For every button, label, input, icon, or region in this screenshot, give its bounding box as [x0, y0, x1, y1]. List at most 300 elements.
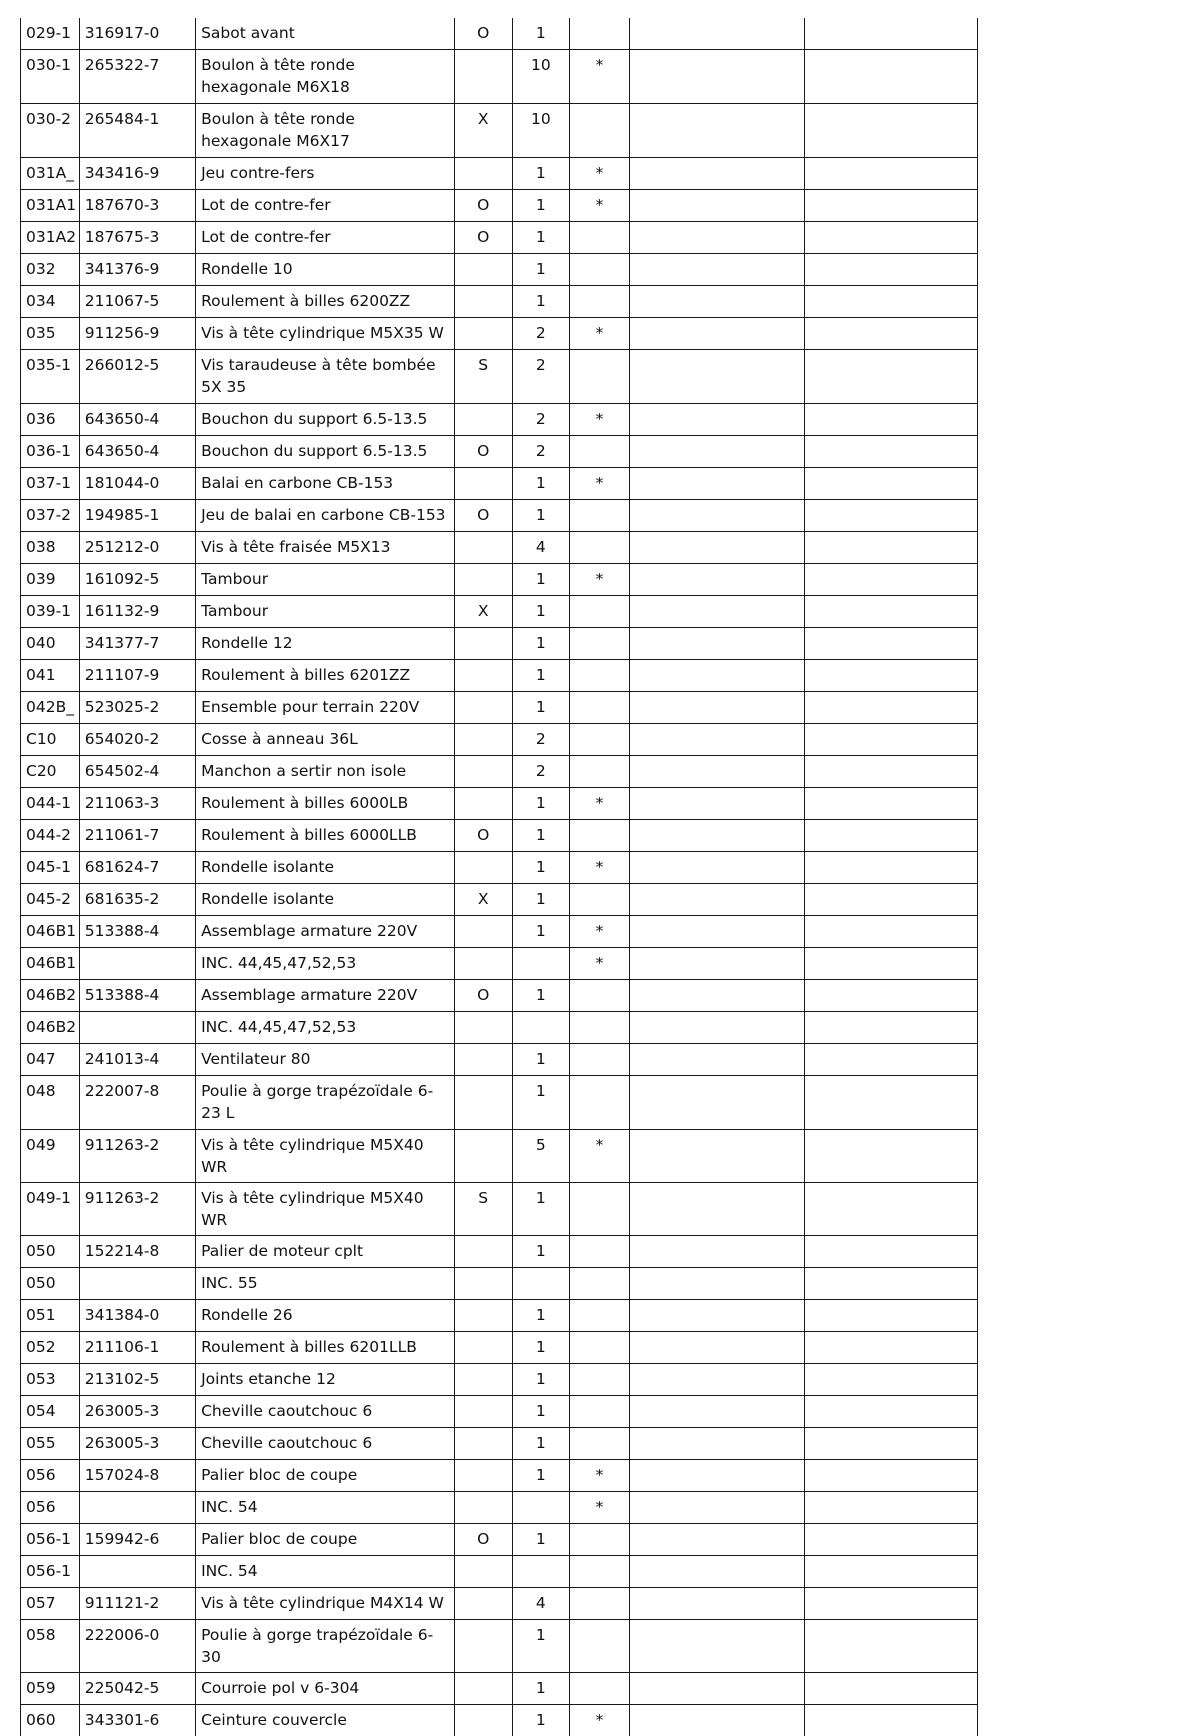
ref-cell: 034 [21, 286, 80, 318]
mark-cell: * [570, 190, 630, 222]
blank-cell [805, 724, 978, 756]
description-cell: Roulement à billes 6201ZZ [196, 660, 455, 692]
blank-cell [805, 1300, 978, 1332]
ref-cell: 058 [21, 1620, 80, 1673]
blank-cell [805, 916, 978, 948]
ref-cell: 045-2 [21, 884, 80, 916]
mark-cell: * [570, 852, 630, 884]
blank-cell [805, 1268, 978, 1300]
note-cell [454, 948, 512, 980]
mark-cell [570, 254, 630, 286]
table-row [21, 1012, 978, 1044]
blank-cell [629, 980, 804, 1012]
mark-cell [570, 286, 630, 318]
ref-cell: 031A2 [21, 222, 80, 254]
quantity-cell: 4 [512, 1588, 570, 1620]
quantity-cell: 1 [512, 788, 570, 820]
blank-cell [805, 404, 978, 436]
ref-cell: 035 [21, 318, 80, 350]
blank-cell [629, 1588, 804, 1620]
description-cell: Assemblage armature 220V [196, 916, 455, 948]
table-row [21, 916, 978, 948]
table-row [21, 1428, 978, 1460]
note-cell [454, 318, 512, 350]
quantity-cell: 1 [512, 916, 570, 948]
ref-cell: 054 [21, 1396, 80, 1428]
quantity-cell: 1 [512, 286, 570, 318]
blank-cell [805, 468, 978, 500]
ref-cell: 056-1 [21, 1524, 80, 1556]
table-row [21, 564, 978, 596]
note-cell: O [454, 980, 512, 1012]
mark-cell [570, 500, 630, 532]
note-cell [454, 852, 512, 884]
mark-cell: * [570, 1130, 630, 1183]
blank-cell [805, 1183, 978, 1236]
note-cell [454, 1268, 512, 1300]
note-cell [454, 1588, 512, 1620]
blank-cell [629, 50, 804, 104]
note-cell: X [454, 884, 512, 916]
blank-cell [629, 1492, 804, 1524]
blank-cell [805, 628, 978, 660]
blank-cell [629, 948, 804, 980]
mark-cell [570, 1673, 630, 1705]
ref-cell: 057 [21, 1588, 80, 1620]
mark-cell [570, 1524, 630, 1556]
part-number-cell [79, 1268, 195, 1300]
note-cell [454, 660, 512, 692]
table-row [21, 50, 978, 104]
quantity-cell: 5 [512, 1130, 570, 1183]
quantity-cell: 1 [512, 222, 570, 254]
quantity-cell: 1 [512, 564, 570, 596]
mark-cell [570, 628, 630, 660]
description-cell: Vis taraudeuse à tête bombée 5X 35 [196, 350, 455, 404]
table-row [21, 350, 978, 404]
blank-cell [805, 318, 978, 350]
blank-cell [629, 1130, 804, 1183]
blank-cell [629, 1332, 804, 1364]
quantity-cell: 1 [512, 1044, 570, 1076]
quantity-cell: 1 [512, 254, 570, 286]
part-number-cell: 225042-5 [79, 1673, 195, 1705]
description-cell: Tambour [196, 564, 455, 596]
ref-cell: 056 [21, 1492, 80, 1524]
quantity-cell: 2 [512, 318, 570, 350]
part-number-cell: 211107-9 [79, 660, 195, 692]
mark-cell [570, 884, 630, 916]
ref-cell: 031A1 [21, 190, 80, 222]
blank-cell [805, 1396, 978, 1428]
mark-cell [570, 692, 630, 724]
parts-table [20, 18, 978, 1736]
blank-cell [805, 1130, 978, 1183]
part-number-cell: 681635-2 [79, 884, 195, 916]
part-number-cell: 211061-7 [79, 820, 195, 852]
note-cell [454, 1044, 512, 1076]
description-cell: Roulement à billes 6000LLB [196, 820, 455, 852]
table-row [21, 286, 978, 318]
table-row [21, 1524, 978, 1556]
ref-cell: 032 [21, 254, 80, 286]
table-row [21, 254, 978, 286]
blank-cell [629, 1396, 804, 1428]
quantity-cell: 1 [512, 1364, 570, 1396]
table-row [21, 756, 978, 788]
blank-cell [805, 50, 978, 104]
quantity-cell: 1 [512, 468, 570, 500]
blank-cell [805, 1076, 978, 1130]
description-cell: INC. 54 [196, 1556, 455, 1588]
part-number-cell: 643650-4 [79, 404, 195, 436]
quantity-cell [512, 1556, 570, 1588]
blank-cell [629, 660, 804, 692]
table-row [21, 660, 978, 692]
note-cell [454, 286, 512, 318]
table-row [21, 104, 978, 158]
quantity-cell [512, 1268, 570, 1300]
table-row [21, 436, 978, 468]
quantity-cell: 1 [512, 980, 570, 1012]
mark-cell [570, 980, 630, 1012]
description-cell: Rondelle 26 [196, 1300, 455, 1332]
table-row [21, 1183, 978, 1236]
quantity-cell: 1 [512, 596, 570, 628]
note-cell [454, 50, 512, 104]
ref-cell: 029-1 [21, 18, 80, 50]
part-number-cell: 911256-9 [79, 318, 195, 350]
description-cell: Cosse à anneau 36L [196, 724, 455, 756]
note-cell [454, 1300, 512, 1332]
table-row [21, 500, 978, 532]
blank-cell [629, 222, 804, 254]
blank-cell [805, 1492, 978, 1524]
note-cell [454, 1076, 512, 1130]
blank-cell [805, 18, 978, 50]
ref-cell: 041 [21, 660, 80, 692]
table-row [21, 1130, 978, 1183]
mark-cell [570, 436, 630, 468]
mark-cell [570, 1556, 630, 1588]
description-cell: Vis à tête cylindrique M5X40 WR [196, 1183, 455, 1236]
note-cell [454, 1620, 512, 1673]
blank-cell [805, 820, 978, 852]
part-number-cell: 343416-9 [79, 158, 195, 190]
blank-cell [629, 254, 804, 286]
table-row [21, 852, 978, 884]
note-cell: S [454, 350, 512, 404]
table-row [21, 318, 978, 350]
part-number-cell: 513388-4 [79, 980, 195, 1012]
part-number-cell: 161132-9 [79, 596, 195, 628]
description-cell: Vis à tête cylindrique M4X14 W [196, 1588, 455, 1620]
blank-cell [629, 1705, 804, 1736]
description-cell: Sabot avant [196, 18, 455, 50]
note-cell [454, 1236, 512, 1268]
part-number-cell: 213102-5 [79, 1364, 195, 1396]
blank-cell [629, 1076, 804, 1130]
part-number-cell: 222007-8 [79, 1076, 195, 1130]
part-number-cell: 211067-5 [79, 286, 195, 318]
quantity-cell [512, 1012, 570, 1044]
note-cell [454, 916, 512, 948]
description-cell: Rondelle 10 [196, 254, 455, 286]
ref-cell: 053 [21, 1364, 80, 1396]
description-cell: INC. 54 [196, 1492, 455, 1524]
note-cell [454, 1428, 512, 1460]
description-cell: Roulement à billes 6201LLB [196, 1332, 455, 1364]
part-number-cell: 251212-0 [79, 532, 195, 564]
blank-cell [629, 18, 804, 50]
quantity-cell: 1 [512, 18, 570, 50]
blank-cell [629, 628, 804, 660]
note-cell: O [454, 222, 512, 254]
mark-cell [570, 756, 630, 788]
blank-cell [629, 500, 804, 532]
table-row [21, 820, 978, 852]
description-cell: Manchon a sertir non isole [196, 756, 455, 788]
blank-cell [629, 190, 804, 222]
blank-cell [629, 1524, 804, 1556]
quantity-cell: 1 [512, 1460, 570, 1492]
blank-cell [805, 980, 978, 1012]
part-number-cell: 187670-3 [79, 190, 195, 222]
blank-cell [805, 1460, 978, 1492]
note-cell [454, 1332, 512, 1364]
quantity-cell: 1 [512, 1705, 570, 1736]
blank-cell [805, 1044, 978, 1076]
ref-cell: 035-1 [21, 350, 80, 404]
quantity-cell: 2 [512, 436, 570, 468]
part-number-cell: 341376-9 [79, 254, 195, 286]
quantity-cell: 10 [512, 50, 570, 104]
note-cell [454, 564, 512, 596]
table-row [21, 1044, 978, 1076]
blank-cell [629, 1268, 804, 1300]
blank-cell [629, 1300, 804, 1332]
part-number-cell: 654502-4 [79, 756, 195, 788]
quantity-cell: 1 [512, 1620, 570, 1673]
note-cell [454, 692, 512, 724]
description-cell: INC. 44,45,47,52,53 [196, 948, 455, 980]
mark-cell: * [570, 1705, 630, 1736]
blank-cell [805, 564, 978, 596]
table-row [21, 1460, 978, 1492]
ref-cell: 044-1 [21, 788, 80, 820]
blank-cell [805, 660, 978, 692]
blank-cell [629, 1044, 804, 1076]
note-cell [454, 404, 512, 436]
ref-cell: 036-1 [21, 436, 80, 468]
table-row [21, 468, 978, 500]
part-number-cell: 181044-0 [79, 468, 195, 500]
blank-cell [629, 1556, 804, 1588]
description-cell: Bouchon du support 6.5-13.5 [196, 436, 455, 468]
mark-cell [570, 724, 630, 756]
mark-cell [570, 1183, 630, 1236]
description-cell: Palier bloc de coupe [196, 1524, 455, 1556]
quantity-cell: 1 [512, 1428, 570, 1460]
mark-cell: * [570, 1460, 630, 1492]
table-row [21, 628, 978, 660]
part-number-cell: 266012-5 [79, 350, 195, 404]
part-number-cell: 523025-2 [79, 692, 195, 724]
blank-cell [629, 436, 804, 468]
quantity-cell: 1 [512, 692, 570, 724]
quantity-cell: 10 [512, 104, 570, 158]
mark-cell [570, 104, 630, 158]
mark-cell [570, 660, 630, 692]
description-cell: Rondelle isolante [196, 852, 455, 884]
blank-cell [629, 1620, 804, 1673]
part-number-cell [79, 1012, 195, 1044]
part-number-cell: 194985-1 [79, 500, 195, 532]
mark-cell [570, 1428, 630, 1460]
note-cell [454, 1492, 512, 1524]
note-cell: O [454, 436, 512, 468]
mark-cell [570, 1588, 630, 1620]
description-cell: Palier bloc de coupe [196, 1460, 455, 1492]
note-cell [454, 628, 512, 660]
description-cell: Ceinture couvercle [196, 1705, 455, 1736]
table-row [21, 1492, 978, 1524]
quantity-cell: 2 [512, 404, 570, 436]
blank-cell [629, 318, 804, 350]
table-row [21, 980, 978, 1012]
note-cell [454, 1556, 512, 1588]
mark-cell: * [570, 50, 630, 104]
description-cell: Palier de moteur cplt [196, 1236, 455, 1268]
part-number-cell [79, 948, 195, 980]
blank-cell [805, 884, 978, 916]
description-cell: Jeu contre-fers [196, 158, 455, 190]
description-cell: Boulon à tête ronde hexagonale M6X17 [196, 104, 455, 158]
blank-cell [805, 596, 978, 628]
ref-cell: 056 [21, 1460, 80, 1492]
mark-cell [570, 1012, 630, 1044]
mark-cell [570, 1396, 630, 1428]
quantity-cell: 2 [512, 756, 570, 788]
blank-cell [805, 948, 978, 980]
mark-cell: * [570, 404, 630, 436]
note-cell: X [454, 104, 512, 158]
note-cell: O [454, 18, 512, 50]
ref-cell: 036 [21, 404, 80, 436]
part-number-cell: 513388-4 [79, 916, 195, 948]
blank-cell [629, 350, 804, 404]
ref-cell: 055 [21, 1428, 80, 1460]
table-row [21, 1673, 978, 1705]
blank-cell [805, 1588, 978, 1620]
description-cell: Lot de contre-fer [196, 190, 455, 222]
blank-cell [629, 532, 804, 564]
blank-cell [629, 104, 804, 158]
blank-cell [805, 788, 978, 820]
mark-cell [570, 1364, 630, 1396]
ref-cell: 048 [21, 1076, 80, 1130]
table-row [21, 158, 978, 190]
blank-cell [805, 158, 978, 190]
mark-cell [570, 350, 630, 404]
description-cell: Roulement à billes 6200ZZ [196, 286, 455, 318]
mark-cell: * [570, 1492, 630, 1524]
blank-cell [805, 190, 978, 222]
mark-cell: * [570, 916, 630, 948]
blank-cell [629, 692, 804, 724]
ref-cell: 052 [21, 1332, 80, 1364]
blank-cell [629, 756, 804, 788]
blank-cell [629, 1236, 804, 1268]
description-cell: Assemblage armature 220V [196, 980, 455, 1012]
part-number-cell: 265484-1 [79, 104, 195, 158]
table-row [21, 1705, 978, 1736]
part-number-cell: 911121-2 [79, 1588, 195, 1620]
note-cell [454, 724, 512, 756]
mark-cell [570, 1300, 630, 1332]
description-cell: Jeu de balai en carbone CB-153 [196, 500, 455, 532]
blank-cell [629, 1673, 804, 1705]
quantity-cell: 1 [512, 852, 570, 884]
ref-cell: 049 [21, 1130, 80, 1183]
description-cell: Lot de contre-fer [196, 222, 455, 254]
ref-cell: 047 [21, 1044, 80, 1076]
mark-cell [570, 1268, 630, 1300]
blank-cell [805, 500, 978, 532]
table-row [21, 1364, 978, 1396]
note-cell: X [454, 596, 512, 628]
description-cell: Roulement à billes 6000LB [196, 788, 455, 820]
mark-cell [570, 1076, 630, 1130]
description-cell: Joints etanche 12 [196, 1364, 455, 1396]
ref-cell: 046B2 [21, 1012, 80, 1044]
blank-cell [629, 852, 804, 884]
ref-cell: 059 [21, 1673, 80, 1705]
ref-cell: 045-1 [21, 852, 80, 884]
part-number-cell: 263005-3 [79, 1428, 195, 1460]
mark-cell: * [570, 158, 630, 190]
blank-cell [805, 692, 978, 724]
quantity-cell: 4 [512, 532, 570, 564]
quantity-cell: 1 [512, 1076, 570, 1130]
note-cell [454, 1460, 512, 1492]
ref-cell: 044-2 [21, 820, 80, 852]
blank-cell [629, 884, 804, 916]
blank-cell [805, 1524, 978, 1556]
description-cell: Ventilateur 80 [196, 1044, 455, 1076]
table-row [21, 1076, 978, 1130]
description-cell: Balai en carbone CB-153 [196, 468, 455, 500]
quantity-cell: 1 [512, 1396, 570, 1428]
table-row [21, 1300, 978, 1332]
description-cell: Boulon à tête ronde hexagonale M6X18 [196, 50, 455, 104]
table-row [21, 1332, 978, 1364]
blank-cell [805, 532, 978, 564]
blank-cell [629, 1460, 804, 1492]
description-cell: Tambour [196, 596, 455, 628]
note-cell [454, 1130, 512, 1183]
note-cell [454, 1396, 512, 1428]
blank-cell [805, 350, 978, 404]
quantity-cell [512, 948, 570, 980]
ref-cell: 046B2 [21, 980, 80, 1012]
mark-cell: * [570, 564, 630, 596]
quantity-cell: 1 [512, 190, 570, 222]
mark-cell [570, 1236, 630, 1268]
quantity-cell: 1 [512, 660, 570, 692]
note-cell [454, 756, 512, 788]
ref-cell: 037-2 [21, 500, 80, 532]
